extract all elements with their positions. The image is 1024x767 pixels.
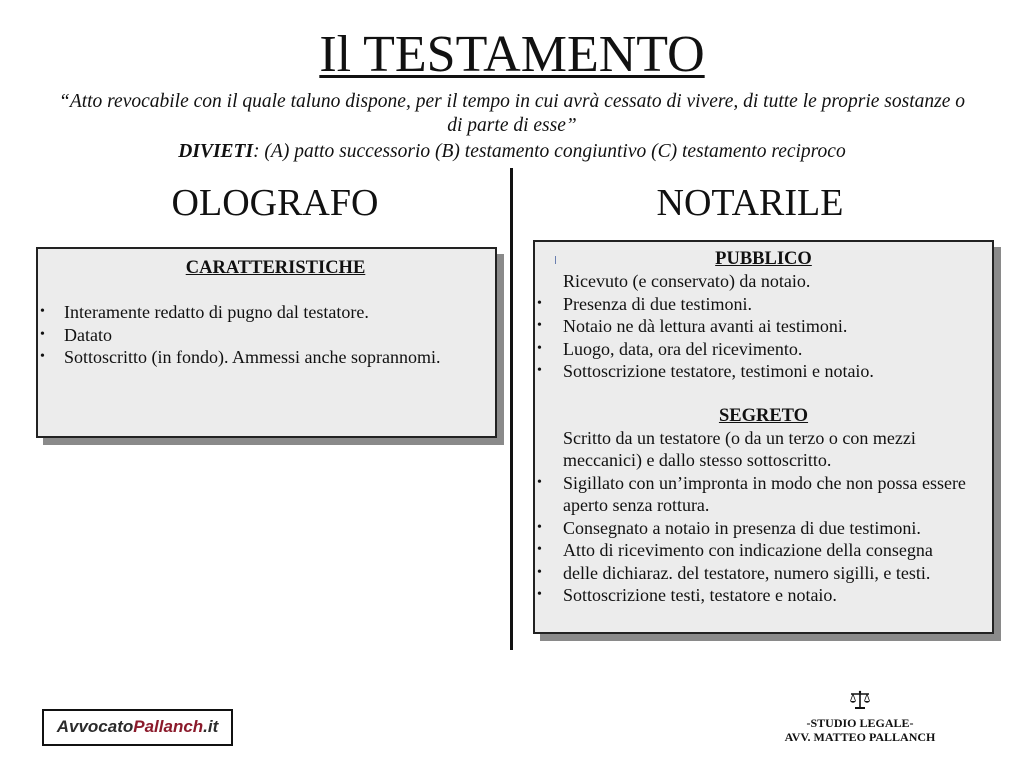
studio-line-1: -STUDIO LEGALE- xyxy=(806,716,914,730)
page-title: Il TESTAMENTO xyxy=(319,26,705,83)
bullet-icon: • xyxy=(40,349,45,364)
bullet-icon: • xyxy=(537,318,542,333)
bullet-icon: • xyxy=(40,326,45,342)
divieti-text: : (A) patto successorio (B) testamento congiuntivo (C) testamento reciproco xyxy=(253,141,846,162)
list-item: • Sigillato con un’impronta in modo che non possa essere aperto senza rottura. xyxy=(537,472,966,515)
scales-of-justice-icon xyxy=(849,690,871,710)
bullet-icon: • xyxy=(537,363,542,378)
bullet-icon: • xyxy=(537,519,542,535)
segreto-list xyxy=(535,472,992,607)
logo-text-pallanch: Pallanch xyxy=(133,717,204,736)
bullet-icon: • xyxy=(537,564,542,580)
caratteristiche-list xyxy=(38,301,495,369)
list-item: • Sottoscrizione testi, testatore e notaio. xyxy=(537,585,837,605)
list-item: • Consegnato a notaio in presenza di due testimoni. xyxy=(537,517,921,538)
list-item: • Notaio ne dà lettura avanti ai testimoni. xyxy=(537,316,848,336)
notarile-box xyxy=(533,240,994,634)
definition-quote: “Atto revocabile con il quale taluno dispone, per il tempo in cui avrà cessato di vivere, di tutte le proprie sostanze o di parte di esse” xyxy=(58,91,966,136)
text-cursor xyxy=(555,256,556,264)
list-item: • Sottoscritto (in fondo). Ammessi anche soprannomi. xyxy=(40,347,441,367)
divieti-line xyxy=(50,140,974,164)
studio-line-2: AVV. MATTEO PALLANCH xyxy=(784,730,936,744)
avvocatopallanch-logo xyxy=(42,709,233,746)
bullet-icon: • xyxy=(537,474,542,490)
bullet-icon: • xyxy=(537,295,542,311)
pubblico-list xyxy=(535,293,992,383)
bullet-icon: • xyxy=(537,542,542,557)
notarile-heading: NOTARILE xyxy=(656,182,844,224)
section-spacer xyxy=(535,383,992,405)
list-item: • Interamente redatto di pugno dal testatore. xyxy=(40,302,369,322)
divieti-label: DIVIETI xyxy=(178,141,254,162)
segreto-intro: Scritto da un testatore (o da un terzo o con mezzi meccanici) e dallo stesso sottoscritto. xyxy=(563,427,916,470)
caratteristiche-title: CARATTERISTICHE xyxy=(185,258,366,278)
list-item: • Sottoscrizione testatore, testimoni e notaio. xyxy=(537,361,874,381)
list-item: • Datato xyxy=(40,324,112,345)
list-item: • Presenza di due testimoni. xyxy=(537,293,752,314)
column-divider xyxy=(510,168,513,650)
olografo-box xyxy=(36,247,497,438)
pubblico-intro: Ricevuto (e conservato) da notaio. xyxy=(563,271,811,291)
olografo-heading: OLOGRAFO xyxy=(171,182,379,224)
logo-text-avvocato: Avvocato xyxy=(56,717,134,736)
bullet-icon: • xyxy=(537,340,542,356)
logo-text-domain: .it xyxy=(203,717,219,736)
bullet-icon: • xyxy=(40,304,45,319)
list-item: • Atto di ricevimento con indicazione della consegna xyxy=(537,540,933,560)
list-item: • delle dichiaraz. del testatore, numero sigilli, e testi. xyxy=(537,562,931,583)
bullet-icon: • xyxy=(537,587,542,602)
pubblico-title: PUBBLICO xyxy=(715,249,812,269)
studio-legale-block xyxy=(760,690,960,744)
list-item: • Luogo, data, ora del ricevimento. xyxy=(537,338,803,359)
segreto-title: SEGRETO xyxy=(718,405,809,426)
